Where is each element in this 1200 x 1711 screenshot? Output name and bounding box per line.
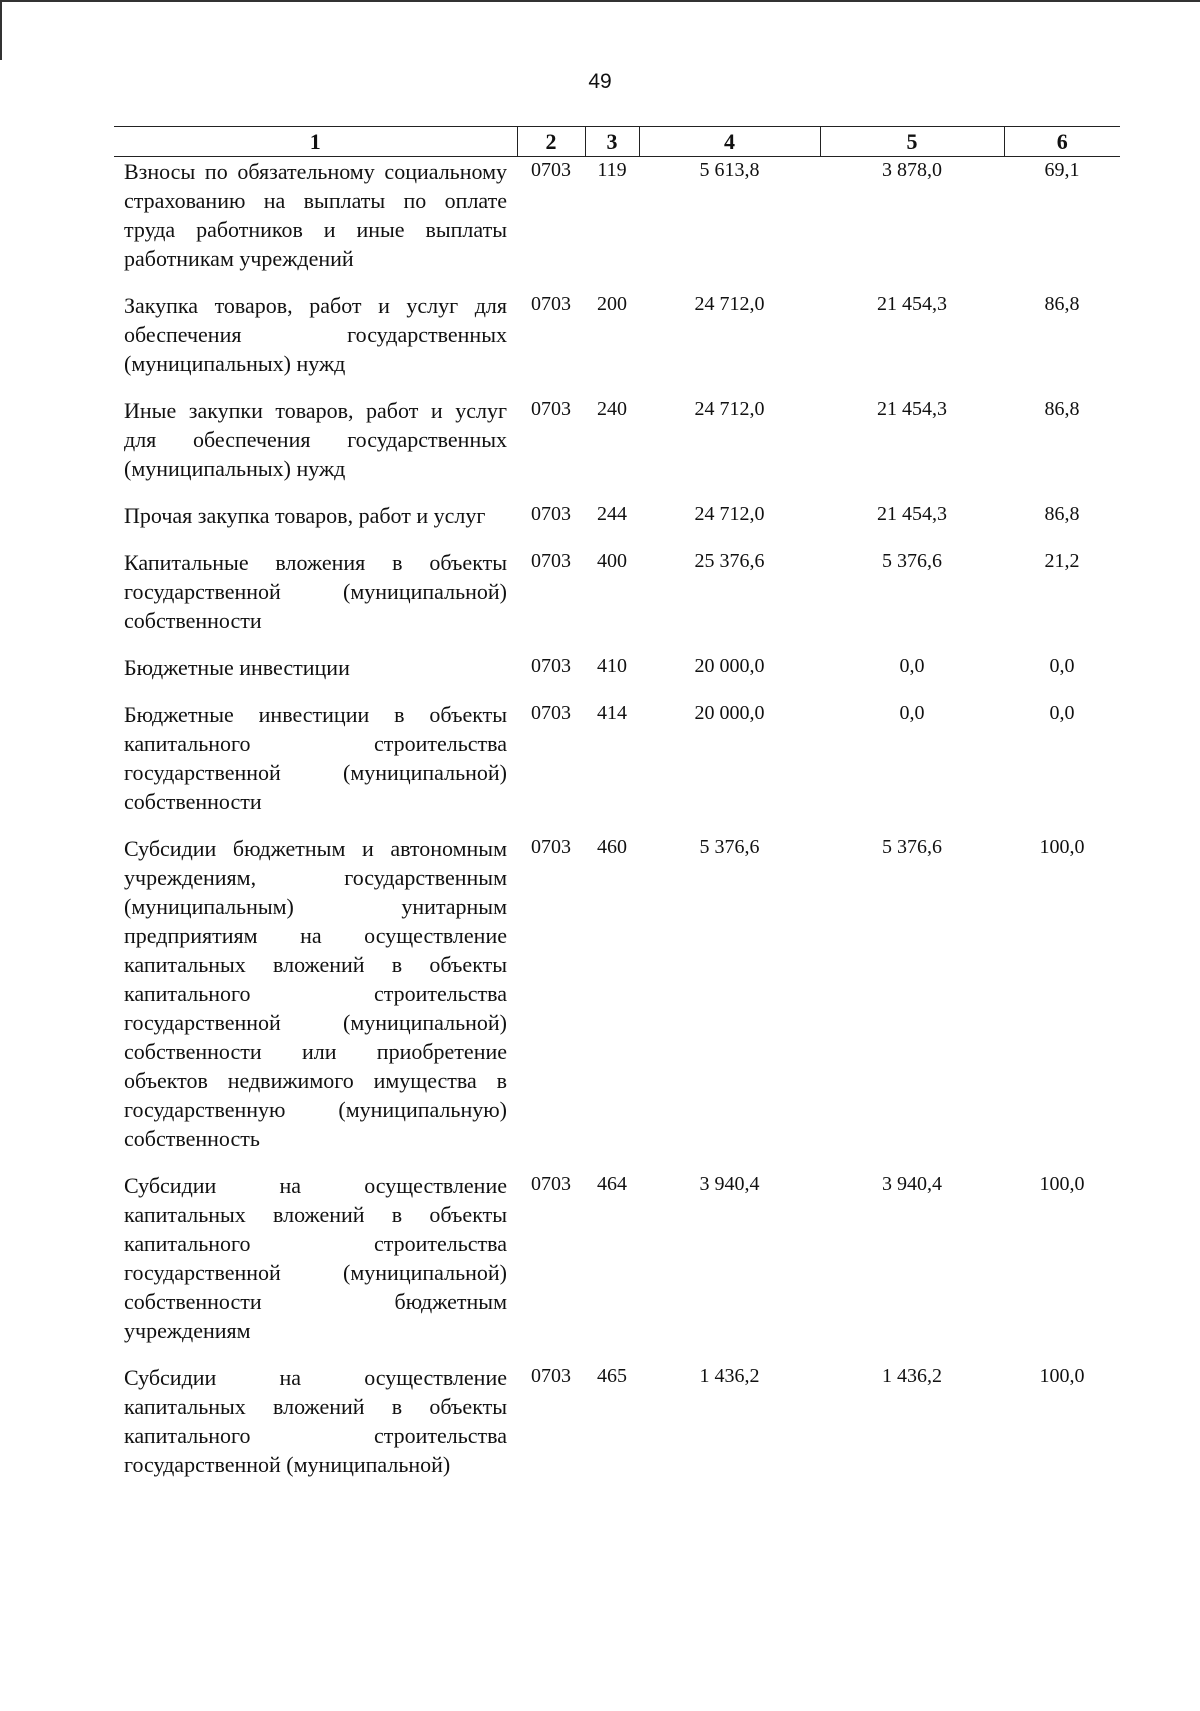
row-percent: 100,0	[1039, 1365, 1085, 1387]
row-percent: 86,8	[1044, 398, 1080, 420]
row-expense-code: 244	[597, 503, 627, 525]
row-expense-code: 200	[597, 293, 627, 315]
row-plan-value: 24 712,0	[694, 398, 765, 420]
row-percent: 100,0	[1039, 1173, 1085, 1195]
row-plan-value: 24 712,0	[694, 503, 765, 525]
row-actual-value: 21 454,3	[877, 293, 947, 315]
row-name: Субсидии на осуществление капитальных вложений в объекты капитального строительства государственной (муниципальной)	[124, 1365, 507, 1477]
row-name: Бюджетные инвестиции	[124, 655, 350, 680]
row-actual-value: 3 878,0	[882, 159, 942, 181]
row-percent: 21,2	[1044, 550, 1080, 572]
row-expense-code: 400	[597, 550, 627, 572]
row-percent: 69,1	[1044, 159, 1080, 181]
row-section-code: 0703	[531, 702, 571, 724]
row-actual-value: 3 940,4	[882, 1173, 942, 1195]
table-row	[114, 834, 1120, 1171]
row-plan-value: 5 376,6	[699, 836, 760, 858]
page-edge-top	[0, 0, 1200, 2]
row-section-code: 0703	[531, 550, 571, 572]
page-number: 49	[588, 70, 612, 93]
row-name: Взносы по обязательному социальному страхованию на выплаты по оплате труда работников и иные выплаты работникам учреждений	[124, 159, 507, 271]
row-actual-value: 5 376,6	[882, 836, 942, 858]
row-expense-code: 410	[597, 655, 627, 677]
table-row	[114, 396, 1120, 501]
row-section-code: 0703	[531, 398, 571, 420]
row-expense-code: 464	[597, 1173, 627, 1195]
row-name: Прочая закупка товаров, работ и услуг	[124, 503, 486, 528]
row-name: Иные закупки товаров, работ и услуг для обеспечения государственных (муниципальных) нужд	[124, 398, 507, 481]
row-percent: 0,0	[1049, 655, 1075, 677]
row-percent: 100,0	[1039, 836, 1085, 858]
row-plan-value: 3 940,4	[699, 1173, 760, 1195]
row-actual-value: 0,0	[899, 655, 925, 677]
table-row	[114, 1363, 1120, 1497]
row-plan-value: 5 613,8	[699, 159, 760, 181]
row-expense-code: 240	[597, 398, 627, 420]
row-expense-code: 414	[597, 702, 627, 724]
row-percent: 86,8	[1044, 503, 1080, 525]
row-section-code: 0703	[531, 1365, 571, 1387]
page-edge-left	[0, 0, 2, 60]
row-actual-value: 21 454,3	[877, 503, 947, 525]
table-row	[114, 291, 1120, 396]
table-row	[114, 700, 1120, 834]
row-name: Бюджетные инвестиции в объекты капитального строительства государственной (муниципальной) собственности	[124, 702, 507, 814]
table-row	[114, 501, 1120, 548]
table-row	[114, 653, 1120, 700]
row-section-code: 0703	[531, 1173, 571, 1195]
row-plan-value: 20 000,0	[694, 655, 765, 677]
row-actual-value: 5 376,6	[882, 550, 942, 572]
row-section-code: 0703	[531, 503, 571, 525]
row-section-code: 0703	[531, 655, 571, 677]
table-row	[114, 548, 1120, 653]
header-col-2: 2	[517, 127, 585, 157]
header-col-4: 4	[639, 127, 820, 157]
table-row	[114, 157, 1120, 292]
header-col-5: 5	[820, 127, 1004, 157]
row-percent: 0,0	[1049, 702, 1075, 724]
row-expense-code: 460	[597, 836, 627, 858]
row-actual-value: 0,0	[899, 702, 925, 724]
header-col-6: 6	[1004, 127, 1120, 157]
row-percent: 86,8	[1044, 293, 1080, 315]
row-expense-code: 119	[597, 159, 627, 181]
document-sheet	[114, 126, 1120, 1497]
row-section-code: 0703	[531, 836, 571, 858]
row-actual-value: 21 454,3	[877, 398, 947, 420]
row-name: Субсидии бюджетным и автономным учреждениям, государственным (муниципальным) унитарным предприятиям на осуществление капитальных вложений в объекты капитального строительства государственной (муниципальной) собственности или приобретение объектов недвижимого имущества в государственную (муниципальную) собственность	[124, 836, 507, 1151]
row-section-code: 0703	[531, 293, 571, 315]
row-plan-value: 20 000,0	[694, 702, 765, 724]
row-expense-code: 465	[597, 1365, 627, 1387]
header-col-3: 3	[585, 127, 639, 157]
row-name: Субсидии на осуществление капитальных вложений в объекты капитального строительства государственной (муниципальной) собственности бюджетным учреждениям	[124, 1173, 507, 1343]
row-actual-value: 1 436,2	[882, 1365, 942, 1387]
row-section-code: 0703	[531, 159, 571, 181]
row-plan-value: 1 436,2	[699, 1365, 760, 1387]
budget-table	[114, 126, 1120, 1497]
row-plan-value: 25 376,6	[694, 550, 765, 572]
table-header-row	[114, 127, 1120, 157]
table-row	[114, 1171, 1120, 1363]
row-name: Капитальные вложения в объекты государственной (муниципальной) собственности	[124, 550, 507, 633]
row-plan-value: 24 712,0	[694, 293, 765, 315]
row-name: Закупка товаров, работ и услуг для обеспечения государственных (муниципальных) нужд	[124, 293, 507, 376]
header-col-1: 1	[114, 127, 517, 157]
